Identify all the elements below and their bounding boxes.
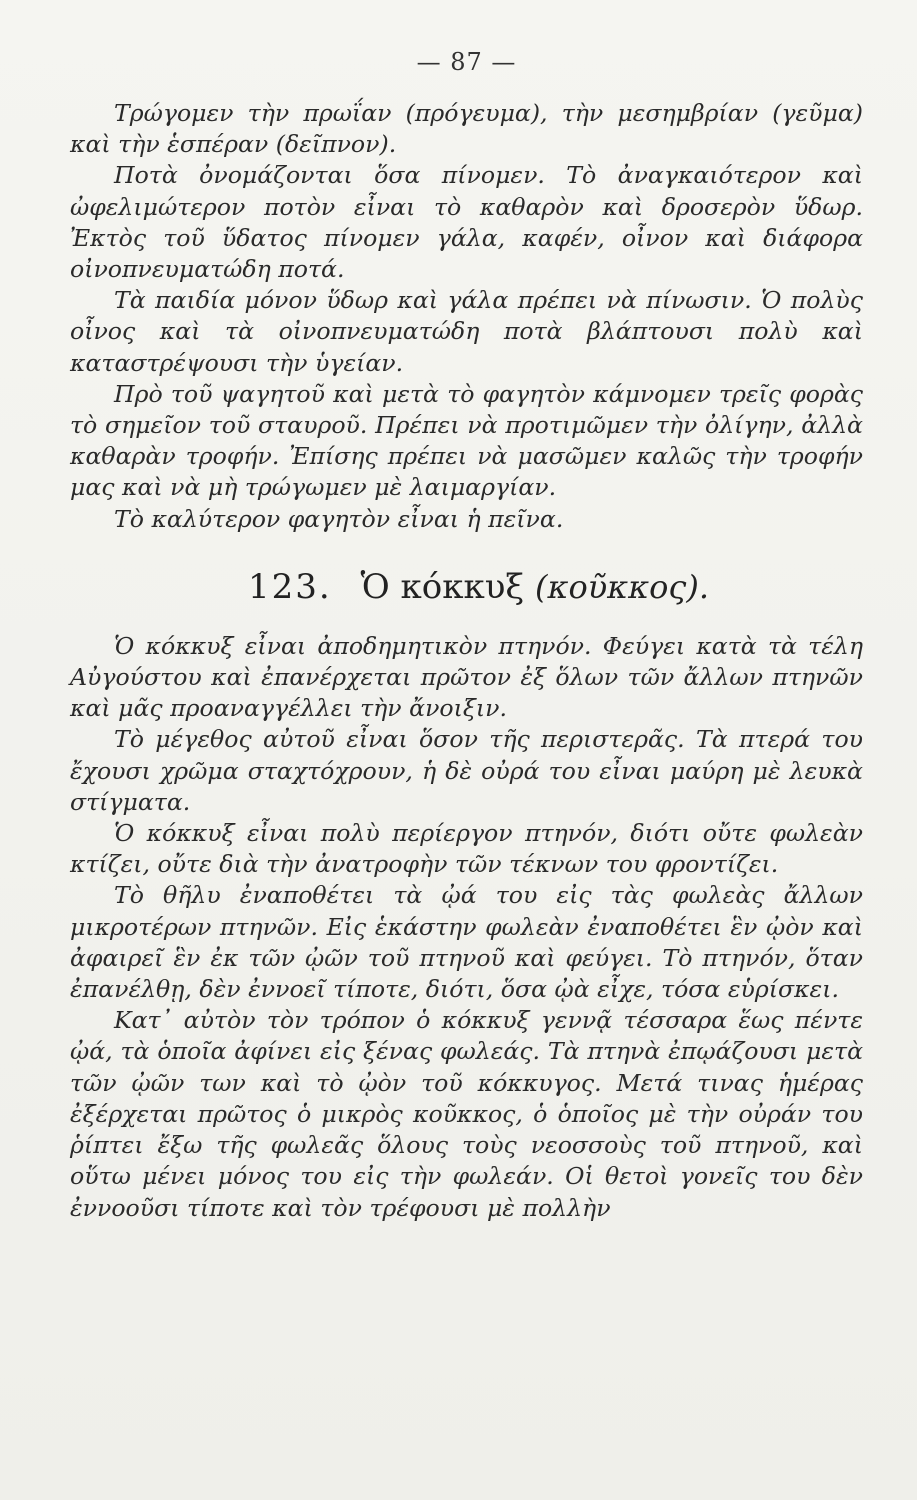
page-number: — 87 — xyxy=(416,48,517,76)
paragraph-table-manners: Πρὸ τοῦ ψαγητοῦ καὶ μετὰ τὸ φαγητὸν κάμνομεν τρεῖς φορὰς τὸ σημεῖον τοῦ σταυροῦ. Πρέπει νὰ προτιμῶμεν τὴν ὀλίγην, ἀλλὰ καθαρὰν τροφήν. Ἐπίσης πρέπει νὰ μασῶμεν καλῶς τὴν τροφήν μας καὶ νὰ μὴ τρώγωμεν μὲ λαιμαργίαν. xyxy=(70,379,863,502)
section-heading xyxy=(248,567,863,607)
paragraph-hunger: Τὸ καλύτερον φαγητὸν εἶναι ἡ πεῖνα. xyxy=(114,504,564,533)
section-number: 123. xyxy=(248,566,332,607)
paragraph-cuckoo-size: Τὸ μέγεθος αὐτοῦ εἶναι ὅσον τῆς περιστερᾶς. Τὰ πτερά του ἔχουσι χρῶμα σταχτόχρουν, ἡ δὲ οὐρά του εἶναι μαύρη μὲ λευκὰ στίγματα. xyxy=(70,725,863,816)
paragraph-cuckoo-migration: Ὁ κόκκυξ εἶναι ἀποδημητικὸν πτηνόν. Φεύγει κατὰ τὰ τέλη Αὐγούστου καὶ ἐπανέρχεται πρῶτον ἐξ ὅλων τῶν ἄλλων πτηνῶν καὶ μᾶς προαναγγέλλει τὴν ἄνοιξιν. xyxy=(70,631,863,723)
paragraph-drinks: Ποτὰ ὀνομάζονται ὅσα πίνομεν. Τὸ ἀναγκαιότερον καὶ ὠφελιμώτερον ποτὸν εἶναι τὸ καθαρὸν καὶ δροσερὸν ὕδωρ. Ἐκτὸς τοῦ ὕδατος πίνομεν γάλα, καφέν, οἶνον καὶ διάφορα οἰνοπνευματώδη ποτά. xyxy=(70,161,863,284)
paragraph-cuckoo-chicks: Κατ᾽ αὐτὸν τὸν τρόπον ὁ κόκκυξ γεννᾷ τέσσαρα ἕως πέντε ᾠά, τὰ ὁποῖα ἀφίνει εἰς ξένας φωλεάς. Τὰ πτηνὰ ἐπῳάζουσι μετὰ τῶν ᾠῶν των καὶ τὸ ᾠὸν τοῦ κόκκυγος. Μετά τινας ἡμέρας ἐξέρχεται πρῶτος ὁ μικρὸς κοῦκκος, ὁ ὁποῖος μὲ τὴν οὐράν του ῥίπτει ἔξω τῆς φωλεᾶς ὅλους τοὺς νεοσσοὺς τοῦ πτηνοῦ, καὶ οὕτω μένει μόνος του εἰς τὴν φωλεάν. Οἱ θετοὶ γονεῖς του δὲν ἐννοοῦσι τίποτε καὶ τὸν τρέφουσι μὲ πολλὴν xyxy=(70,1006,863,1222)
paragraph-meals: Τρώγομεν τὴν πρωΐαν (πρόγευμα), τὴν μεσημβρίαν (γεῦμα) καὶ τὴν ἑσπέραν (δεῖπνον). xyxy=(70,99,863,159)
section-subtitle: (κοῦκκος). xyxy=(534,567,709,606)
section-title: Ὁ κόκκυξ xyxy=(360,566,525,607)
paragraph-cuckoo-eggs: Τὸ θῆλυ ἐναποθέτει τὰ ᾠά του εἰς τὰς φωλεὰς ἄλλων μικροτέρων πτηνῶν. Εἰς ἑκάστην φωλεὰν ἐναποθέτει ἓν ᾠὸν καὶ ἀφαιρεῖ ἓν ἐκ τῶν ᾠῶν τοῦ πτηνοῦ καὶ φεύγει. Τὸ πτηνόν, ὅταν ἐπανέλθῃ, δὲν ἐννοεῖ τίποτε, διότι, ὅσα ᾠὰ εἶχε, τόσα εὑρίσκει. xyxy=(70,881,863,1004)
paragraph-children-drinks: Τὰ παιδία μόνον ὕδωρ καὶ γάλα πρέπει νὰ πίνωσιν. Ὁ πολὺς οἶνος καὶ τὰ οἰνοπνευματώδη ποτὰ βλάπτουσι πολὺ καὶ καταστρέψουσι τὴν ὑγείαν. xyxy=(70,286,863,377)
paragraph-cuckoo-nest: Ὁ κόκκυξ εἶναι πολὺ περίεργον πτηνόν, διότι οὔτε φωλεὰν κτίζει, οὔτε διὰ τὴν ἀνατροφὴν τῶν τέκνων του φροντίζει. xyxy=(70,819,863,879)
